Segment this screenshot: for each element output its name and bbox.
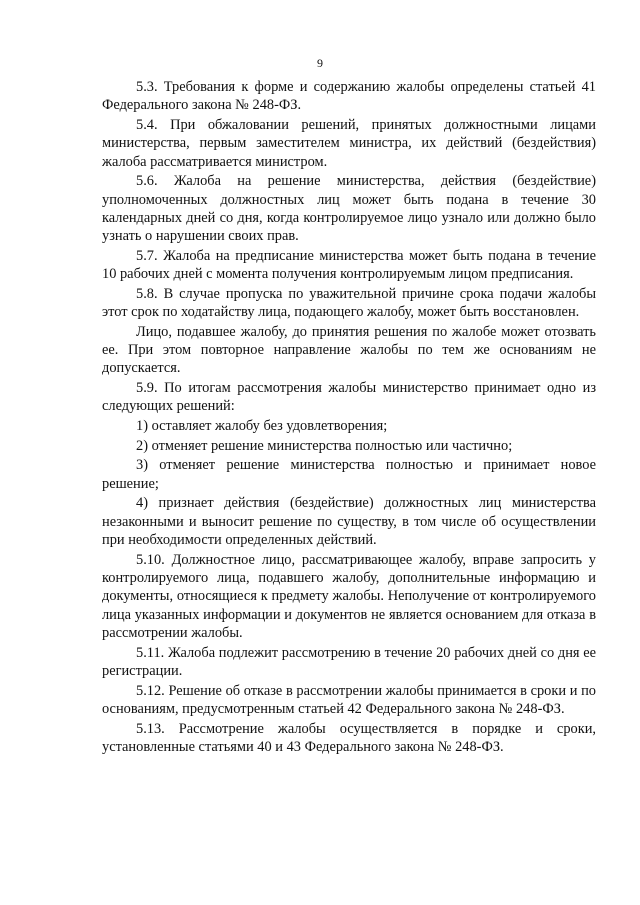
- paragraph-5-4: 5.4. При обжаловании решений, принятых должностными лицами министерства, первым заместителем министра, их действий (бездействия) жалоба рассматривается министром.: [102, 116, 596, 170]
- paragraph-5-12: 5.12. Решение об отказе в рассмотрении жалобы принимается в сроки и по основаниям, предусмотренным статьей 42 Федерального закона № 248-ФЗ.: [102, 682, 596, 717]
- document-body: [102, 78, 596, 758]
- paragraph-5-13: 5.13. Рассмотрение жалобы осуществляется в порядке и сроки, установленные статьями 40 и 43 Федерального закона № 248-ФЗ.: [102, 720, 596, 755]
- page-number: 9: [317, 56, 323, 70]
- paragraph-5-11: 5.11. Жалоба подлежит рассмотрению в течение 20 рабочих дней со дня ее регистрации.: [102, 644, 596, 679]
- list-item-2: 2) отменяет решение министерства полностью или частично;: [136, 437, 513, 454]
- paragraph-5-7: 5.7. Жалоба на предписание министерства может быть подана в течение 10 рабочих дней с момента получения контролируемым лицом предписания.: [102, 247, 596, 283]
- paragraph-5-3: 5.3. Требования к форме и содержанию жалобы определены статьей 41 Федерального закона № 248-ФЗ.: [102, 79, 596, 114]
- paragraph-withdrawal: Лицо, подавшее жалобу, до принятия решения по жалобе может отозвать ее. При этом повторное направление жалобы по тем же основаниям не допускается.: [102, 323, 596, 377]
- paragraph-5-9: 5.9. По итогам рассмотрения жалобы министерство принимает одно из следующих решений:: [102, 380, 596, 415]
- list-item-3: 3) отменяет решение министерства полностью и принимает новое решение;: [102, 457, 596, 492]
- paragraph-5-8: 5.8. В случае пропуска по уважительной причине срока подачи жалобы этот срок по ходатайству лица, подающего жалобу, может быть восстановлен.: [102, 285, 596, 321]
- paragraph-5-10: 5.10. Должностное лицо, рассматривающее жалобу, вправе запросить у контролируемого лица, подавшего жалобу, дополнительные информацию и документы, относящиеся к предмету жалобы. Неполучение от контролируемого лица указанных информации и документов не является основанием для отказа в рассмотрении жалобы.: [102, 551, 596, 641]
- paragraph-5-6: 5.6. Жалоба на решение министерства, действия (бездействие) уполномоченных должностных лиц может быть подана в течение 30 календарных дней со дня, когда контролируемое лицо узнало или должно было узнать о нарушении своих прав.: [102, 173, 596, 245]
- list-item-4: 4) признает действия (бездействие) должностных лиц министерства незаконными и выносит решение по существу, в том числе об осуществлении при необходимости определенных действий.: [102, 495, 596, 549]
- list-item-1: 1) оставляет жалобу без удовлетворения;: [136, 418, 388, 435]
